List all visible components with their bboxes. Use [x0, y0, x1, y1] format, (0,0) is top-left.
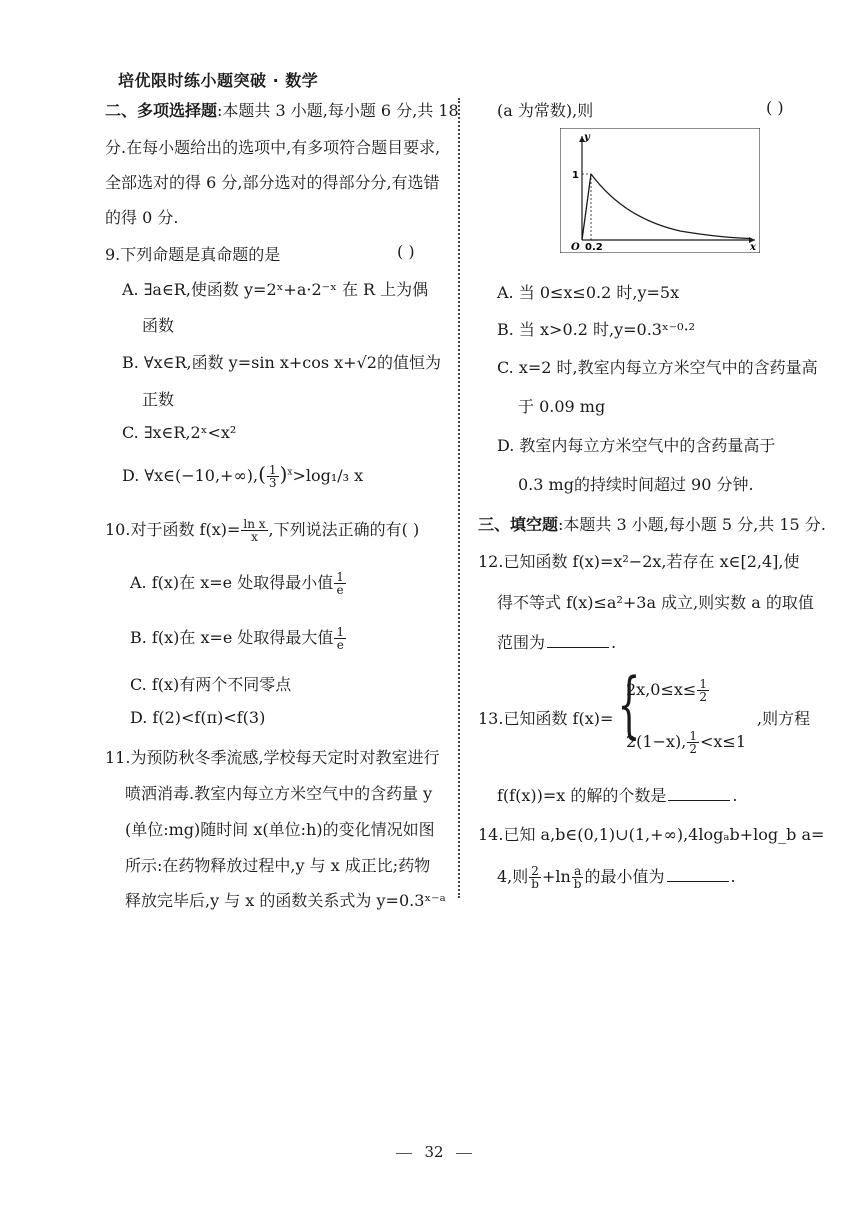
one-half-fraction: $\frac{1}{2}$ [689, 729, 697, 756]
q9-option-a: A. ∃a∈R,使函数 y=2ˣ+a·2⁻ˣ 在 R 上为偶 [122, 280, 429, 299]
q11-answer-paren: ( ) [766, 98, 784, 117]
q9-option-d-post: >log₁/₃ x [292, 466, 364, 485]
q13-answer-blank[interactable] [668, 788, 730, 801]
q11-option-a: A. 当 0≤x≤0.2 时,y=5x [497, 283, 680, 302]
q13-stem: 13.已知函数 f(x)= [478, 709, 614, 728]
section2-intro-4: 的得 0 分. [105, 208, 179, 227]
dose-time-graph [560, 128, 760, 253]
q12-answer-blank[interactable] [547, 635, 609, 648]
section2-intro-2: 分.在每小题给出的选项中,有多项符合题目要求, [105, 138, 441, 157]
q13-case2: 2(1−x), $\frac{1}{2}$ <x≤1 [626, 729, 747, 756]
lnx-over-x-fraction: $\frac{\text{ln x}}{x}$ [243, 517, 266, 544]
q9-option-b: B. ∀x∈R,函数 y=sin x+cos x+√2的值恒为 [122, 353, 441, 372]
section3-heading: 三、填空题 [478, 515, 559, 534]
q10-option-a: A. f(x)在 x=e 处取得最小值 $\frac{1}{e}$ [130, 570, 344, 597]
section2-intro-3: 全部选对的得 6 分,部分选对的得部分分,有选错 [105, 173, 440, 192]
q9-answer-paren: ( ) [397, 242, 415, 261]
section2-heading: 二、多项选择题 [105, 101, 218, 120]
decay-curve [591, 174, 750, 239]
q9-stem: 9.下列命题是真命题的是 [105, 245, 281, 264]
q11-option-c-cont: 于 0.09 mg [518, 397, 606, 416]
q11-line5: 释放完毕后,y 与 x 的函数关系式为 y=0.3ˣ⁻ᵃ [125, 891, 446, 910]
section3-intro: :本题共 3 小题,每小题 5 分,共 15 分. [558, 515, 826, 534]
column-divider [458, 98, 460, 898]
q11-option-b: B. 当 x>0.2 时,y=0.3ˣ⁻⁰·² [497, 320, 696, 339]
a-over-b-fraction: $\frac{a}{b}$ [573, 864, 582, 891]
q10-option-c: C. f(x)有两个不同零点 [130, 675, 292, 694]
q14-line2: 4,则 $\frac{2}{b}$ +ln $\frac{a}{b}$ 的最小值为 . [497, 864, 736, 891]
graph-y-label: y [584, 132, 590, 143]
q12-line2: 得不等式 f(x)≤a²+3a 成立,则实数 a 的取值 [497, 593, 814, 612]
q13-tail: ,则方程 [757, 709, 811, 728]
q10-option-d: D. f(2)<f(π)<f(3) [130, 708, 266, 727]
q13-line2: f(f(x))=x 的解的个数是 . [497, 786, 738, 805]
section3-line [478, 512, 826, 535]
q11-line4: 所示:在药物释放过程中,y 与 x 成正比;药物 [125, 856, 431, 875]
one-half-fraction: $\frac{1}{2}$ [699, 677, 707, 704]
q11-option-d-cont: 0.3 mg的持续时间超过 90 分钟. [518, 475, 754, 494]
q9-option-d-pre: D. ∀x∈(−10,+∞), [122, 466, 259, 485]
one-third-fraction: $\frac{1}{3}$ [268, 463, 277, 490]
page-footer [0, 1143, 868, 1161]
q11-line1: 11.为预防秋冬季流感,学校每天定时对教室进行 [105, 748, 440, 767]
q14-answer-blank[interactable] [667, 869, 729, 882]
q12-line3: 范围为 . [497, 633, 617, 652]
q11-line3: (单位:mg)随时间 x(单位:h)的变化情况如图 [125, 820, 435, 839]
q9-option-a-cont: 函数 [142, 316, 175, 335]
q13-case1: 2x,0≤x≤ $\frac{1}{2}$ [626, 677, 707, 704]
graph-x-label: x [750, 242, 756, 253]
q9-option-b-cont: 正数 [142, 390, 175, 409]
section2-line1 [105, 98, 459, 121]
q10-option-b: B. f(x)在 x=e 处取得最大值 $\frac{1}{e}$ [130, 625, 345, 652]
two-over-b-fraction: $\frac{2}{b}$ [531, 864, 539, 891]
graph-tick-x: 0.2 [585, 242, 603, 253]
q11-option-c: C. x=2 时,教室内每立方米空气中的含药量高 [497, 358, 818, 377]
q9-option-c: C. ∃x∈R,2ˣ<x² [122, 423, 237, 442]
linear-segment [582, 174, 591, 240]
q9-option-d: D. ∀x∈(−10,+∞),( $\frac{1}{3}$ )$^x$>log₁/₃ x [122, 462, 364, 490]
section2-intro-1: :本题共 3 小题,每小题 6 分,共 18 [217, 101, 459, 120]
q11-option-d: D. 教室内每立方米空气中的含药量高于 [497, 436, 776, 455]
graph-tick-y: 1 [572, 170, 579, 181]
one-over-e-fraction: $\frac{1}{e}$ [336, 570, 344, 597]
piecewise-brace: { [617, 662, 641, 746]
q11-line6: (a 为常数),则 [497, 101, 594, 120]
page-header: 培优限时练小题突破 · 数学 [118, 71, 319, 90]
q12-line1: 12.已知函数 f(x)=x²−2x,若存在 x∈[2,4],使 [478, 552, 800, 571]
page-number: 32 [424, 1143, 444, 1161]
q14-line1: 14.已知 a,b∈(0,1)∪(1,+∞),4logₐb+log_b a= [478, 825, 825, 844]
q10-stem: 10.对于函数 f(x)= $\frac{\text{ln x}}{x}$ ,下列说法正确的有( ) [105, 517, 420, 544]
q11-line2: 喷洒消毒.教室内每立方米空气中的含药量 y [125, 784, 433, 803]
one-over-e-fraction: $\frac{1}{e}$ [336, 625, 345, 652]
graph-origin-label: O [571, 242, 580, 253]
